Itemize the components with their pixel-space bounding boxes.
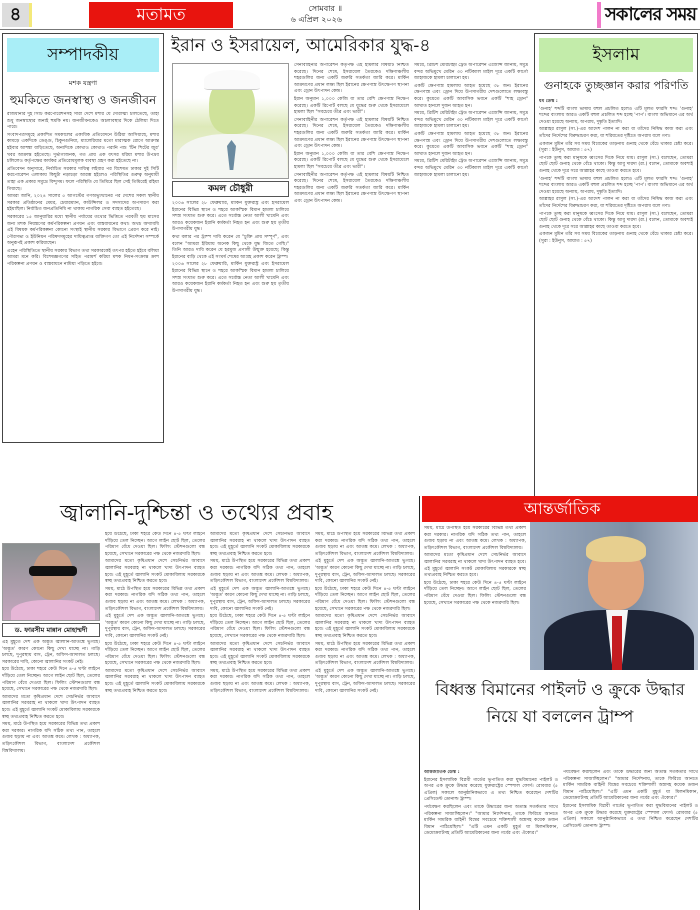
editorial-paragraph: সরকারের ১৫ জানুয়ারির মধ্যে স্থানীয় পর্যায়ের তথ্যের ভিত্তিতে পরবর্তী ছয় মাসের জন্য মশক নিয়ন্ত্রণের কর্মপরিকল্পনা প্রণয়ন এবং বাস্তবায়নের কথা। অথচ অদ্যাবধি এই বিষয়ক কর্মপরিকল্পনা কোনো সংস্থাই স্থানীয় সরকার বিভাগে প্রেরণ করে নাই। পৌরসভা ও ইউনিয়ন পরিষদসমূহের দায়িত্বপ্রাপ্ত ব্যক্তিগণ তো এই নির্দেশনা সম্পর্কে অনুরূপই প্রকাশ করিয়াছেন। bbox=[7, 214, 159, 247]
intl-sidebar-text bbox=[424, 526, 526, 671]
international-headline[interactable]: বিধ্বস্ত বিমানের পাইলট ও ক্রুকে উদ্ধার নিয়ে যা বললেন ট্রাম্প bbox=[435, 680, 685, 726]
islam-byline: ধর্ম ডেস্ক : bbox=[539, 99, 558, 104]
energy-paragraph: হয়ে উঠেছে, ঢাকা শহরে কেউ দিনে ৪-৫ ঘণ্টা লাইনে দাঁড়িয়ে তেল নিচ্ছেন। আগে লাইন ছোট ছিল, তেলের পরিমাণ বেঁধে দেওয়া ছিল। ফিলিং স্টেশনগুলো বন্ধ হয়েছে, সেখানে সরকারের পক্ষ থেকে নজরদারি ছিল। bbox=[105, 641, 205, 667]
editorial-paragraph: এহেন পরিস্থিতিতে স্থানীয় সরকার বিভাগ তথা সরকারকেই তৎপর হইতে হইবে বলিয়া আমরা মনে করি। বিশেষজ্ঞগণের সহিত পরামর্শ করিয়া মশক নিধন-সংক্রান্ত ক্রাশ পরিকল্পনা প্রণয়ন ও বাস্তবায়নে নামিয়া পড়িতে হইবে। bbox=[7, 248, 159, 268]
intl-paragraph: ইরানের ইসলামিক বিপ্লবী গার্ডের ভূপাতিত করা যুদ্ধবিমানের পাইলট ও অপর এক ক্রুকে উদ্ধার করেছে যুক্তরাষ্ট্রের স্পেশাল ফোর্স। রোববার (৫ এপ্রিল) সকালে আনুষ্ঠানিকভাবে এ তথ্য নিশ্চিত করেছেন দেশটির প্রেসিডেন্ট ডোনাল্ড ট্রাম্প। bbox=[424, 777, 558, 803]
energy-paragraph: সময়, মাঠে উপস্থিত হয়ে সরকারের বিভিন্ন তথ্য প্রকাশ করা দরকার। নাগরিক যদি সঠিক তথ্য পান, তাহলে গুজব ছড়ায় না এবং আতঙ্ক কমে। লেখক : অধ্যাপক, তড়িৎকৌশল বিভাগ, বাংলাদেশ প্রকৌশল বিশ্ববিদ্যালয়। bbox=[210, 668, 310, 694]
issue-date-text: ৬ এপ্রিল ২০২৬ bbox=[290, 15, 342, 24]
war-paragraph: একটি ক্ষেপণাস্ত্র হামলায় আহত হয়েছে ৩৮ জন। ইরানের ক্ষেপণাস্ত্র এবং ড্রোন দিয়ে উপসাগরীয় দেশগুলোতে লক্ষ্যবস্তু করে। কুয়েতে একটি আবাসিক ভবনে একটি "শাহ ড্রোন" আঘাত হানলে দুজন আহত হন। bbox=[414, 83, 528, 109]
energy-paragraph: সময়, মাঠে উপস্থিত হয়ে সরকারের বিভিন্ন তথ্য প্রকাশ করা দরকার। নাগরিক যদি সঠিক তথ্য পান, তাহলে গুজব ছড়ায় না এবং আতঙ্ক কমে। লেখক : অধ্যাপক, তড়িৎকৌশল বিভাগ, বাংলাদেশ প্রকৌশল বিশ্ববিদ্যালয়। bbox=[315, 641, 415, 667]
editorial-paragraph: আমরা জানি, ২০২৪ সালের ৫ আগস্টের গণঅভ্যুত্থানের পর দেশের সকল স্থানীয় সরকার প্রতিষ্ঠানের মেয়র, চেয়ারম্যান, কাউন্সিলর ও সদস্যদের অপসারণ করা হইয়াছিল। নির্বাচিত জনপ্রতিনিধি না থাকায় নাগরিক সেবা ব্যাহত হইতেছে। bbox=[7, 194, 159, 213]
energy-column-3 bbox=[210, 532, 310, 908]
intl-column-2 bbox=[563, 770, 698, 910]
war-paragraph: ২০০৬ সালের ২৮ ফেব্রুয়ারি, মার্কিন যুক্তরাষ্ট্র এবং ইসরায়েল ইরানের বিভিন্ন স্থানে ও শহরে আকস্মিক বিমান হামলা চালিয়ে সশস্ত্র সংঘাত শুরু করে। এতে সর্বোচ্চ নেতা আলী খামেনি এবং আরও কয়েকজন ইরানি কর্মকর্তা নিহত হন এবং শুরু হয় তৃতীয় উপসাগরীয় যুদ্ধ। bbox=[172, 262, 289, 294]
intl-paragraph: ইরানের ইসলামিক বিপ্লবী গার্ডের ভূপাতিত করা যুদ্ধবিমানের পাইলট ও অপর এক ক্রুকে উদ্ধার করেছে যুক্তরাষ্ট্রের স্পেশাল ফোর্স। রোববার (৫ এপ্রিল) সকালে আনুষ্ঠানিকভাবে এ তথ্য নিশ্চিত করেছেন দেশটির প্রেসিডেন্ট ডোনাল্ড ট্রাম্প। bbox=[563, 803, 698, 829]
energy-paragraph: সময়, মাঠে উপস্থিত হয়ে সরকারের বিভিন্ন তথ্য প্রকাশ করা দরকার। নাগরিক যদি সঠিক তথ্য পান, তাহলে গুজব ছড়ায় না এবং আতঙ্ক কমে। লেখক : অধ্যাপক, তড়িৎকৌশল বিভাগ, বাংলাদেশ প্রকৌশল বিশ্ববিদ্যালয়। bbox=[315, 532, 415, 557]
energy-column-1 bbox=[2, 640, 100, 908]
energy-paragraph: আমাদের মতো কৃষিপ্রধান দেশে সেচনির্ভর আবাদে জ্বালানির সরবরাহ না থাকলে খাদ্য উৎপাদন ব্যাহত হবে। এই মুহূর্তে জ্বালানি সংকট মোকাবিলায় সরকারকে স্বচ্ছ তথ্যপ্রবাহ নিশ্চিত করতে হবে। bbox=[424, 553, 526, 579]
war-column-2 bbox=[294, 63, 409, 443]
intl-paragraph: পর্যবেক্ষণ করছিলেন এবং তাকে উদ্ধারের জন্য অত্যন্ত সতর্কতার সাথে পরিকল্পনা সাজাচ্ছিলেন।" "আমার নির্দেশনায়, তাকে ফিরিয়ে আনতে মার্কিন সামরিক বাহিনী বিশ্বের সবচেয়ে শক্তিশালী অস্ত্রসহ কয়েক ডজন বিমান পাঠিয়েছিল।" "এটি এমন একটি মুহূর্ত যা মিলনমিকান, ডেমোক্র্যাটসহ প্রতিটি আমেরিকানের জন্য গর্বের এবং ঐক্যের।" bbox=[563, 770, 698, 802]
energy-paragraph: আমাদের মতো কৃষিপ্রধান দেশে সেচনির্ভর আবাদে জ্বালানির সরবরাহ না থাকলে খাদ্য উৎপাদন ব্যাহত হবে। এই মুহূর্তে জ্বালানি সংকট মোকাবিলায় সরকারকে স্বচ্ছ তথ্যপ্রবাহ নিশ্চিত করতে হবে। bbox=[105, 559, 205, 585]
trump-photo bbox=[530, 522, 698, 670]
war-column-1 bbox=[172, 201, 289, 443]
editorial-kicker: মশক যন্ত্রণা bbox=[68, 79, 98, 87]
war-paragraph: ২০০৬ সালের ২৮ ফেব্রুয়ারি, মার্কিন যুক্তরাষ্ট্র এবং ইসরায়েল ইরানের বিভিন্ন স্থানে ও শহরে আকস্মিক বিমান হামলা চালিয়ে সশস্ত্র সংঘাত শুরু করে। এতে সর্বোচ্চ নেতা আলী খামেনি এবং আরও কয়েকজন ইরানি কর্মকর্তা নিহত হন এবং শুরু হয় তৃতীয় উপসাগরীয় যুদ্ধ। bbox=[172, 201, 289, 233]
editorial-headline: হুমকিতে জনস্বাস্থ্য ও জনজীবন bbox=[9, 93, 157, 107]
energy-author-photo bbox=[2, 543, 100, 621]
islam-paragraph: পাপকে তুচ্ছ করা মানুষকে ধ্বংসের দিকে নিয়ে যায়। রাসুল (সা.) বলেছেন, তোমরা ছোট ছোট গুনাহ থেকে বেঁচে থাকো। কিন্তু আবু দারদা (রা.) বলেন, তোমাকে অবশ্যই গুনাহ থেকে দূরে সরে আল্লাহর কাছে তাওবা করতে হবে। bbox=[539, 211, 693, 230]
war-paragraph: সময়ে, ব্রিটিশ মেরিটাইম ট্রেড অপারেশন এজেন্সি জানায়, সমুদ্র বন্দর অভিমুখে মেরিন ৩০ নটিক্যাল মাইল দূরে একটি কার্গো জাহাজকে হামলা চালানো হয়। bbox=[414, 159, 528, 178]
editorial-body bbox=[7, 112, 159, 422]
intl-byline: আন্তর্জাতিক ডেস্ক : bbox=[424, 770, 460, 775]
islam-paragraph: 'গুনাহ' শব্দটি বাংলা ভাষায় বহুল প্রচলিত হলেও এটি মূলত ফারসি শব্দ। 'গুনাহ' শব্দের বাংলায় আরও একটি বহুল প্রচলিত শব্দ হচ্ছে 'পাপ'। বাংলা অভিধানে এর অর্থ দেওয়া হয়েছে অন্যায়, অপরাধ, দুষ্কৃতি ইত্যাদি। bbox=[539, 176, 693, 195]
energy-headline[interactable]: জ্বালানি-দুশ্চিন্তা ও তথ্যের প্রবাহ bbox=[60, 501, 333, 526]
editorial-label: সম্পাদকীয় bbox=[7, 38, 159, 72]
war-paragraph: সময়ে, ব্রিটিশ মেরিটাইম ট্রেড অপারেশন এজেন্সি জানায়, সমুদ্র বন্দর অভিমুখে মেরিন ৩০ নটিক্যাল মাইল দূরে একটি কার্গো জাহাজকে হামলা চালানো হয়। bbox=[414, 63, 528, 82]
energy-paragraph: হয়ে উঠেছে, ঢাকা শহরে কেউ দিনে ৪-৫ ঘণ্টা লাইনে দাঁড়িয়ে তেল নিচ্ছেন। আগে লাইন ছোট ছিল, তেলের পরিমাণ বেঁধে দেওয়া ছিল। ফিলিং স্টেশনগুলো বন্ধ হয়েছে, সেখানে সরকারের পক্ষ থেকে নজরদারি ছিল। bbox=[210, 614, 310, 639]
energy-paragraph: হয়ে উঠেছে, ঢাকা শহরে কেউ দিনে ৪-৫ ঘণ্টা লাইনে দাঁড়িয়ে তেল নিচ্ছেন। আগে লাইন ছোট ছিল, তেলের পরিমাণ বেঁধে দেওয়া ছিল। ফিলিং স্টেশনগুলো বন্ধ হয়েছে, সেখানে সরকারের পক্ষ থেকে নজরদারি ছিল। bbox=[105, 532, 205, 557]
islam-paragraph: আল্লাহর রাসুল (সা.)-এর আদেশ পালন না করা বা তাঁদের নিষিদ্ধ কাজ করা এবং তাঁদের নির্দেশের বিরুদ্ধাচরণ করা, যা শরিয়তের দৃষ্টিতে অপরাধ বলে গণ্য। bbox=[539, 197, 693, 209]
energy-author: ড. ফারসীম মান্নান মোহাম্মদী bbox=[2, 623, 100, 637]
photo-shirt bbox=[11, 600, 95, 621]
war-article bbox=[168, 33, 530, 443]
war-headline[interactable]: ইরান ও ইসরায়েল, আমেরিকার যুদ্ধ-৪ bbox=[171, 36, 431, 56]
editorial-paragraph: সংবাদপত্রসমূহে প্রকাশিত সমকালের একাধিক প্রতিবেদনে উঠিয়া আসিয়াছে, মশার কামড়ে একদিকে ডেঙ্গু, চিকুনগুনিয়া, ম্যালেরিয়ার মতো মারাত্মক রোগে আক্রান্ত হইবার আশঙ্কা বাড়িতেছে, অন্যদিকে কোথাও কোথাও পরানি পশু 'টিন শিটের জুর' খবর আক্রান্ত হইতেছে। দুর্ভাগ্যজনক, গত প্রায় এক বৎসর ধরিয়া মশার উপদ্রব চলিলেও কর্তৃপক্ষের কার্যকর প্রতিরোধমূলক ব্যবস্থা গ্রহণ করা হইতেছে না। bbox=[7, 132, 159, 165]
energy-paragraph: আমাদের মতো কৃষিপ্রধান দেশে সেচনির্ভর আবাদে জ্বালানির সরবরাহ না থাকলে খাদ্য উৎপাদন ব্যাহত হবে। এই মুহূর্তে জ্বালানি সংকট মোকাবিলায় সরকারকে স্বচ্ছ তথ্যপ্রবাহ নিশ্চিত করতে হবে। bbox=[315, 614, 415, 639]
islam-paragraph: পাপকে তুচ্ছ করা মানুষকে ধ্বংসের দিকে নিয়ে যায়। রাসুল (সা.) বলেছেন, তোমরা ছোট ছোট গুনাহ থেকে বেঁচে থাকো। কিন্তু আবু দারদা (রা.) বলেন, তোমাকে অবশ্যই গুনাহ থেকে দূরে সরে আল্লাহর কাছে তাওবা করতে হবে। bbox=[539, 155, 693, 174]
photo-tie bbox=[612, 616, 622, 670]
islam-label: ইসলাম bbox=[539, 38, 693, 72]
war-paragraph: সময়ে, ব্রিটিশ মেরিটাইম ট্রেড অপারেশন এজেন্সি জানায়, সমুদ্র বন্দর অভিমুখে মেরিন ৩০ নটিক্যাল মাইল দূরে একটি কার্গো জাহাজকে হামলা চালানো হয়। bbox=[414, 111, 528, 130]
islam-paragraph: আল্লাহর রাসুল (সা.)-এর আদেশ পালন না করা বা তাঁদের নিষিদ্ধ কাজ করা এবং তাঁদের নির্দেশের বিরুদ্ধাচরণ করা, যা শরিয়তের দৃষ্টিতে অপরাধ বলে গণ্য। bbox=[539, 127, 693, 139]
photo-cap bbox=[204, 70, 260, 90]
editorial-box bbox=[2, 33, 164, 443]
islam-paragraph: একজন মুমিন তাঁর সব সময় বিবেকের তাড়নায় গুনাহ থেকে বেঁচে থাকার চেষ্টা করে। (সুরা : ইউনুস, আয়াত : ৫৭) bbox=[539, 232, 693, 244]
international-label: আন্তর্জাতিক bbox=[422, 496, 698, 522]
energy-paragraph: এই মুহূর্তে দেশ এক অদ্ভুত জ্বালানি-আতঙ্কে ভুগছে। 'অদ্ভুত' কারণ কোনো কিছু দেখা যাচ্ছে না। গাড়ি চলছে, দুপুরস্থায় বাস, ট্রেন, অফিস-আদালত চলছে। সরকারের দাবি, কোনো জ্বালানির সংকট নেই। bbox=[315, 668, 415, 694]
author-photo bbox=[172, 63, 289, 179]
newspaper-logo: সকালের সময় bbox=[597, 2, 696, 28]
war-paragraph: সেনাবাহিনীর অপারেশন কর্তৃপক্ষ এই হামলার বিষয়টি নিশ্চিত করেছে। দিনের শেষে, ইসরায়েল তৈরকেও দক্ষিণাঞ্চলীয় শহরগুলির জন্য একটি জরুরি সতর্কতা জারি করে। মার্কিন আক্রমণের প্রধান লক্ষ্য ছিল ইরানের ক্ষেপণাস্ত্র উৎক্ষেপণ স্থাপনা এবং ড্রোন উৎপাদন কেন্দ্র। bbox=[294, 117, 409, 150]
energy-paragraph: সময়, মাঠে উপস্থিত হয়ে সরকারের বিভিন্ন তথ্য প্রকাশ করা দরকার। নাগরিক যদি সঠিক তথ্য পান, তাহলে গুজব ছড়ায় না এবং আতঙ্ক কমে। লেখক : অধ্যাপক, তড়িৎকৌশল বিভাগ, বাংলাদেশ প্রকৌশল বিশ্ববিদ্যালয়। bbox=[2, 722, 100, 754]
war-paragraph: একটি ক্ষেপণাস্ত্র হামলায় আহত হয়েছে ৩৮ জন। ইরানের ক্ষেপণাস্ত্র এবং ড্রোন দিয়ে উপসাগরীয় দেশগুলোতে লক্ষ্যবস্তু করে। কুয়েতে একটি আবাসিক ভবনে একটি "শাহ ড্রোন" আঘাত হানলে দুজন আহত হন। bbox=[414, 131, 528, 157]
energy-column-4 bbox=[315, 532, 415, 908]
intl-column-1 bbox=[424, 770, 558, 910]
war-paragraph: ইরান অনুমান ১,০০০ কেজি বা তার বেশি ক্ষেপণাস্ত্র নিক্ষেপ করেছে। একটি রিপোর্ট বলছে যে যুদ্ধের শুরু থেকে ইসরায়েলে হামলা ছিল "সবচেয়ে তীব্র এবং ভারী"। bbox=[294, 151, 409, 170]
islam-paragraph: 'গুনাহ' শব্দটি বাংলা ভাষায় বহুল প্রচলিত হলেও এটি মূলত ফারসি শব্দ। 'গুনাহ' শব্দের বাংলায় আরও একটি বহুল প্রচলিত শব্দ হচ্ছে 'পাপ'। বাংলা অভিধানে এর অর্থ দেওয়া হয়েছে অন্যায়, অপরাধ, দুষ্কৃতি ইত্যাদি। bbox=[539, 106, 693, 125]
energy-paragraph: সময়, মাঠে উপস্থিত হয়ে সরকারের বিভিন্ন তথ্য প্রকাশ করা দরকার। নাগরিক যদি সঠিক তথ্য পান, তাহলে গুজব ছড়ায় না এবং আতঙ্ক কমে। লেখক : অধ্যাপক, তড়িৎকৌশল বিভাগ, বাংলাদেশ প্রকৌশল বিশ্ববিদ্যালয়। bbox=[105, 586, 205, 612]
energy-paragraph: এই মুহূর্তে দেশ এক অদ্ভুত জ্বালানি-আতঙ্কে ভুগছে। 'অদ্ভুত' কারণ কোনো কিছু দেখা যাচ্ছে না। গাড়ি চলছে, দুপুরস্থায় বাস, ট্রেন, অফিস-আদালত চলছে। সরকারের দাবি, কোনো জ্বালানির সংকট নেই। bbox=[2, 640, 100, 665]
energy-paragraph: এই মুহূর্তে দেশ এক অদ্ভুত জ্বালানি-আতঙ্কে ভুগছে। 'অদ্ভুত' কারণ কোনো কিছু দেখা যাচ্ছে না। গাড়ি চলছে, দুপুরস্থায় বাস, ট্রেন, অফিস-আদালত চলছে। সরকারের দাবি, কোনো জ্বালানির সংকট নেই। bbox=[210, 586, 310, 612]
islam-headline[interactable]: গুনাহকে তুচ্ছজ্ঞান করার পরিণতি bbox=[543, 79, 689, 92]
energy-paragraph: হয়ে উঠেছে, ঢাকা শহরে কেউ দিনে ৪-৫ ঘণ্টা লাইনে দাঁড়িয়ে তেল নিচ্ছেন। আগে লাইন ছোট ছিল, তেলের পরিমাণ বেঁধে দেওয়া ছিল। ফিলিং স্টেশনগুলো বন্ধ হয়েছে, সেখানে সরকারের পক্ষ থেকে নজরদারি ছিল। bbox=[2, 667, 100, 693]
energy-paragraph: সময়, মাঠে উপস্থিত হয়ে সরকারের বিভিন্ন তথ্য প্রকাশ করা দরকার। নাগরিক যদি সঠিক তথ্য পান, তাহলে গুজব ছড়ায় না এবং আতঙ্ক কমে। লেখক : অধ্যাপক, তড়িৎকৌশল বিভাগ, বাংলাদেশ প্রকৌশল বিশ্ববিদ্যালয়। bbox=[424, 526, 526, 551]
energy-paragraph: আমাদের মতো কৃষিপ্রধান দেশে সেচনির্ভর আবাদে জ্বালানির সরবরাহ না থাকলে খাদ্য উৎপাদন ব্যাহত হবে। এই মুহূর্তে জ্বালানি সংকট মোকাবিলায় সরকারকে স্বচ্ছ তথ্যপ্রবাহ নিশ্চিত করতে হবে। bbox=[210, 641, 310, 667]
page-number: ৪ bbox=[2, 3, 32, 27]
masthead bbox=[0, 0, 700, 30]
energy-paragraph: আমাদের মতো কৃষিপ্রধান দেশে সেচনির্ভর আবাদে জ্বালানির সরবরাহ না থাকলে খাদ্য উৎপাদন ব্যাহত হবে। এই মুহূর্তে জ্বালানি সংকট মোকাবিলায় সরকারকে স্বচ্ছ তথ্যপ্রবাহ নিশ্চিত করতে হবে। bbox=[105, 668, 205, 694]
war-paragraph: সেনাবাহিনীর অপারেশন কর্তৃপক্ষ এই হামলার বিষয়টি নিশ্চিত করেছে। দিনের শেষে, ইসরায়েল তৈরকেও দক্ষিণাঞ্চলীয় শহরগুলির জন্য একটি জরুরি সতর্কতা জারি করে। মার্কিন আক্রমণের প্রধান লক্ষ্য ছিল ইরানের ক্ষেপণাস্ত্র উৎক্ষেপণ স্থাপনা এবং ড্রোন উৎপাদন কেন্দ্র। bbox=[294, 172, 409, 204]
islam-body bbox=[539, 99, 693, 479]
column-divider bbox=[419, 496, 420, 910]
energy-paragraph: সময়, মাঠে উপস্থিত হয়ে সরকারের বিভিন্ন তথ্য প্রকাশ করা দরকার। নাগরিক যদি সঠিক তথ্য পান, তাহলে গুজব ছড়ায় না এবং আতঙ্ক কমে। লেখক : অধ্যাপক, তড়িৎকৌশল বিভাগ, বাংলাদেশ প্রকৌশল বিশ্ববিদ্যালয়। bbox=[210, 559, 310, 585]
editorial-paragraph: প্রতিবেদন অনুসারে, নির্বাচিত সরকার দায়িত্ব লইবার পর বিশেষত ঢাকার দুই সিটি করপোরেশন এলাকায় কিছুটা নড়াচড়া আরম্ভ হইলেও পরিস্থিতির গুরুত্ব অনুযায়ী তাহা এক প্রকার সমুদ্রে বিন্দুসম। ফলে পরিস্থিতি যে তিমিরে ছিল সেই তিমিরেই রহিয়া গিয়াছে। bbox=[7, 166, 159, 192]
energy-paragraph: আমাদের মতো কৃষিপ্রধান দেশে সেচনির্ভর আবাদে জ্বালানির সরবরাহ না থাকলে খাদ্য উৎপাদন ব্যাহত হবে। এই মুহূর্তে জ্বালানি সংকট মোকাবিলায় সরকারকে স্বচ্ছ তথ্যপ্রবাহ নিশ্চিত করতে হবে। bbox=[2, 694, 100, 720]
editorial-paragraph: রাজধানীর দুই সিটি করপোরেশনসহ সারা দেশে মশার যে দৌরাত্ম্য চলিতেছে, তাহা শুধু জনস্বাস্থ্যের জন্যই হুমকি নয়। জনজীবনকেও অচলাবস্থার দিকে ঠেলিয়া দিতে পারে। bbox=[7, 112, 159, 131]
energy-paragraph: আমাদের মতো কৃষিপ্রধান দেশে সেচনির্ভর আবাদে জ্বালানির সরবরাহ না থাকলে খাদ্য উৎপাদন ব্যাহত হবে। এই মুহূর্তে জ্বালানি সংকট মোকাবিলায় সরকারকে স্বচ্ছ তথ্যপ্রবাহ নিশ্চিত করতে হবে। bbox=[210, 532, 310, 557]
photo-glasses bbox=[29, 566, 77, 576]
war-paragraph: কথা বলার পর ট্রাম্প দাবি করেন যে "চুক্তি প্রায় সম্পূর্ণ", এবং বলেন "আমরা ইরিয়ায় অনেক কিছু থেকে যুদ্ধ জিতে গেছি।" তিনি আরও দাবি করেন যে হরমুজ প্রণালী উন্মুক্ত হয়েছে; কিন্তু ইরানের বাড়ি থেকে এই সংঘর্ষ শেষের আগ্রহ প্রকাশ করেন ট্রাম্প। bbox=[172, 234, 289, 260]
energy-paragraph: এই মুহূর্তে দেশ এক অদ্ভুত জ্বালানি-আতঙ্কে ভুগছে। 'অদ্ভুত' কারণ কোনো কিছু দেখা যাচ্ছে না। গাড়ি চলছে, দুপুরস্থায় বাস, ট্রেন, অফিস-আদালত চলছে। সরকারের দাবি, কোনো জ্বালানির সংকট নেই। bbox=[315, 559, 415, 585]
section-title: মতামত bbox=[89, 2, 233, 28]
islam-paragraph: একজন মুমিন তাঁর সব সময় বিবেকের তাড়নায় গুনাহ থেকে বেঁচে থাকার চেষ্টা করে। (সুরা : ইউনুস, আয়াত : ৫৭) bbox=[539, 141, 693, 154]
energy-paragraph: এই মুহূর্তে দেশ এক অদ্ভুত জ্বালানি-আতঙ্কে ভুগছে। 'অদ্ভুত' কারণ কোনো কিছু দেখা যাচ্ছে না। গাড়ি চলছে, দুপুরস্থায় বাস, ট্রেন, অফিস-আদালত চলছে। সরকারের দাবি, কোনো জ্বালানির সংকট নেই। bbox=[105, 614, 205, 639]
energy-paragraph: হয়ে উঠেছে, ঢাকা শহরে কেউ দিনে ৪-৫ ঘণ্টা লাইনে দাঁড়িয়ে তেল নিচ্ছেন। আগে লাইন ছোট ছিল, তেলের পরিমাণ বেঁধে দেওয়া ছিল। ফিলিং স্টেশনগুলো বন্ধ হয়েছে, সেখানে সরকারের পক্ষ থেকে নজরদারি ছিল। bbox=[424, 580, 526, 606]
issue-day: সোমবার ॥ bbox=[308, 4, 342, 13]
energy-paragraph: হয়ে উঠেছে, ঢাকা শহরে কেউ দিনে ৪-৫ ঘণ্টা লাইনে দাঁড়িয়ে তেল নিচ্ছেন। আগে লাইন ছোট ছিল, তেলের পরিমাণ বেঁধে দেওয়া ছিল। ফিলিং স্টেশনগুলো বন্ধ হয়েছে, সেখানে সরকারের পক্ষ থেকে নজরদারি ছিল। bbox=[315, 586, 415, 612]
war-column-3 bbox=[414, 63, 528, 443]
war-paragraph: সেনাবাহিনীর অপারেশন কর্তৃপক্ষ এই হামলার বিষয়টি নিশ্চিত করেছে। দিনের শেষে, ইসরায়েল তৈরকেও দক্ষিণাঞ্চলীয় শহরগুলির জন্য একটি জরুরি সতর্কতা জারি করে। মার্কিন আক্রমণের প্রধান লক্ষ্য ছিল ইরানের ক্ষেপণাস্ত্র উৎক্ষেপণ স্থাপনা এবং ড্রোন উৎপাদন কেন্দ্র। bbox=[294, 63, 409, 95]
war-paragraph: ইরান অনুমান ১,০০০ কেজি বা তার বেশি ক্ষেপণাস্ত্র নিক্ষেপ করেছে। একটি রিপোর্ট বলছে যে যুদ্ধের শুরু থেকে ইসরায়েলে হামলা ছিল "সবচেয়ে তীব্র এবং ভারী"। bbox=[294, 96, 409, 116]
photo-hair bbox=[586, 536, 646, 562]
issue-date bbox=[272, 3, 342, 25]
intl-paragraph: পর্যবেক্ষণ করছিলেন এবং তাকে উদ্ধারের জন্য অত্যন্ত সতর্কতার সাথে পরিকল্পনা সাজাচ্ছিলেন।" "আমার নির্দেশনায়, তাকে ফিরিয়ে আনতে মার্কিন সামরিক বাহিনী বিশ্বের সবচেয়ে শক্তিশালী অস্ত্রসহ কয়েক ডজন বিমান পাঠিয়েছিল।" "এটি এমন একটি মুহূর্ত যা মিলনমিকান, ডেমোক্র্যাটসহ প্রতিটি আমেরিকানের জন্য গর্বের এবং ঐক্যের।" bbox=[424, 804, 558, 837]
war-author: কমল চৌধুরী bbox=[172, 181, 289, 197]
islam-box bbox=[534, 33, 698, 503]
energy-column-2 bbox=[105, 532, 205, 908]
